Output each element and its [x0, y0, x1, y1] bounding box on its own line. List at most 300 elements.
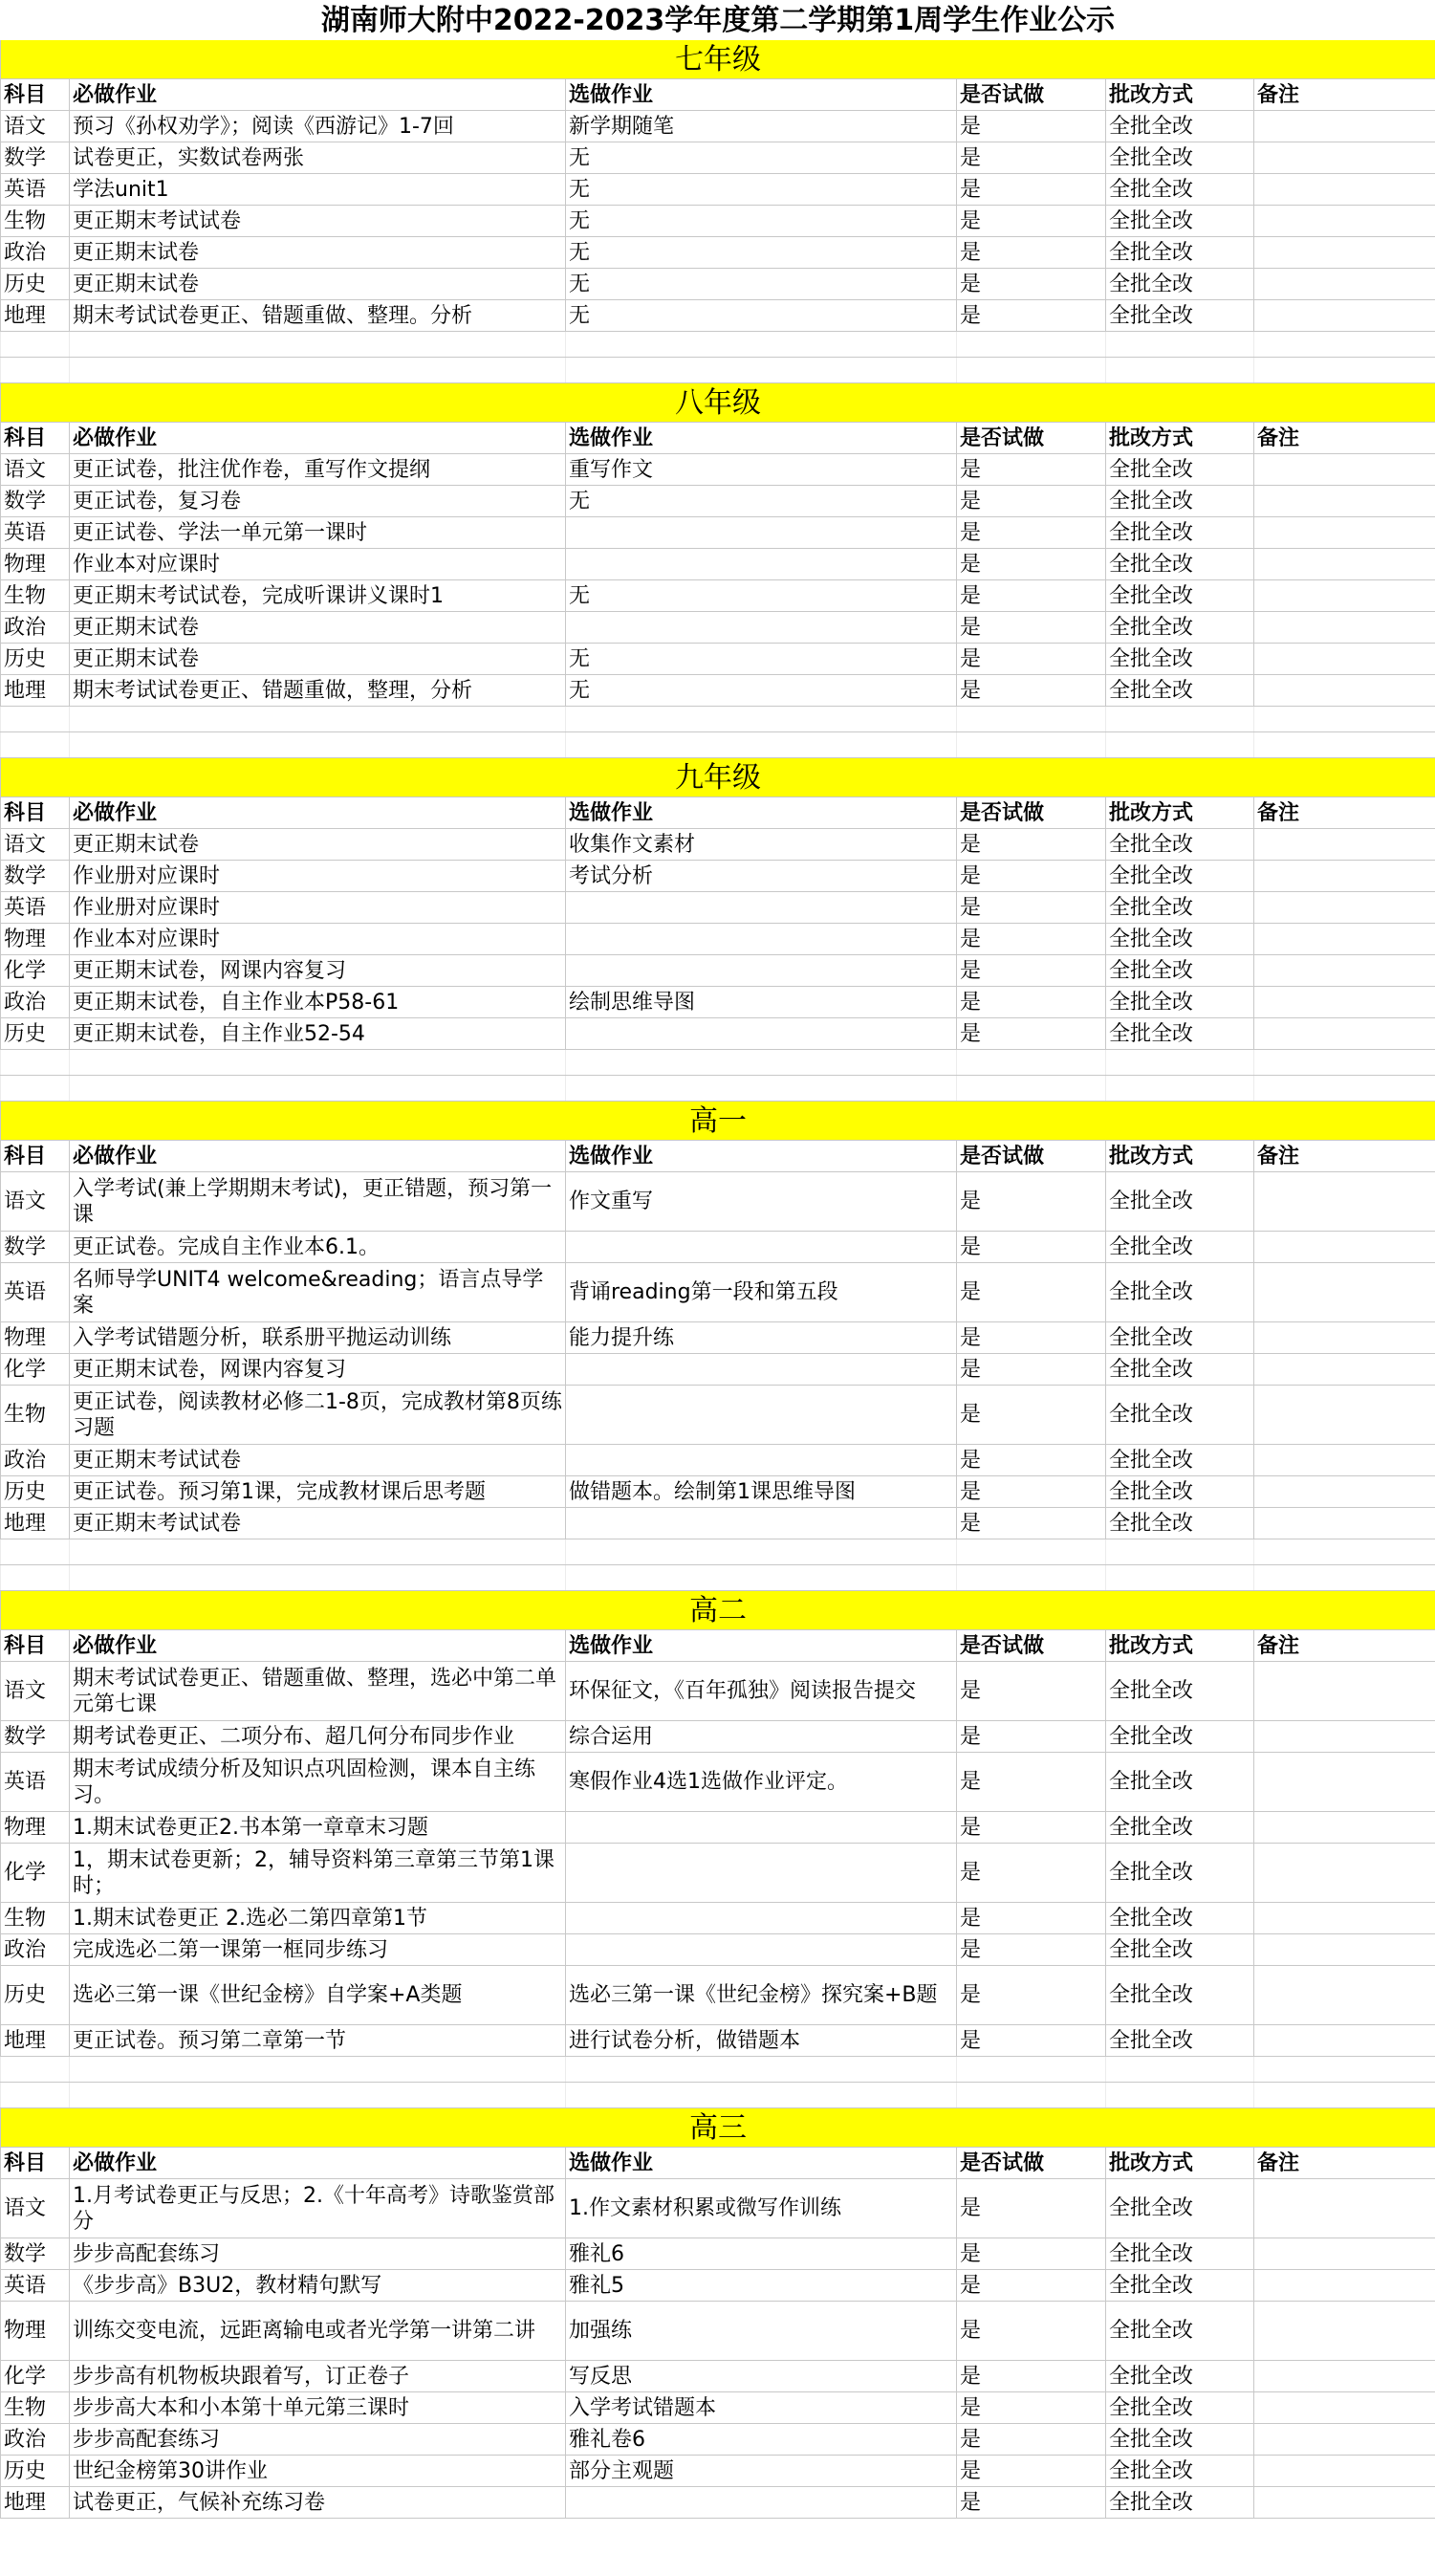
spacer-cell	[566, 1539, 957, 1565]
required-homework-cell: 名师导学UNIT4 welcome&reading；语言点导学案	[70, 1263, 566, 1322]
table-row	[1, 1263, 1435, 1322]
spacer-cell	[70, 1539, 566, 1565]
table-body	[1, 1, 1435, 2519]
optional-homework-cell	[566, 1812, 957, 1844]
grading-method-cell: 全批全改	[1106, 2456, 1254, 2487]
optional-homework-cell: 寒假作业4选1选做作业评定。	[566, 1753, 957, 1812]
subject-cell: 数学	[1, 1232, 70, 1263]
header-trial: 是否试做	[957, 1141, 1106, 1172]
subject-cell: 政治	[1, 612, 70, 644]
trial-cell: 是	[957, 892, 1106, 924]
note-cell	[1254, 174, 1435, 206]
table-row	[1, 1721, 1435, 1753]
trial-cell: 是	[957, 644, 1106, 675]
table-row	[1, 269, 1435, 300]
required-homework-cell: 预习《孙权劝学》；阅读《西游记》1-7回	[70, 111, 566, 142]
note-cell	[1254, 2392, 1435, 2424]
grading-method-cell: 全批全改	[1106, 111, 1254, 142]
header-method: 批改方式	[1106, 423, 1254, 454]
subject-cell: 化学	[1, 1354, 70, 1386]
note-cell	[1254, 517, 1435, 549]
optional-homework-cell: 选必三第一课《世纪金榜》探究案+B题	[566, 1966, 957, 2025]
optional-homework-cell	[566, 612, 957, 644]
note-cell	[1254, 111, 1435, 142]
grading-method-cell: 全批全改	[1106, 1354, 1254, 1386]
subject-cell: 语文	[1, 111, 70, 142]
note-cell	[1254, 1721, 1435, 1753]
table-row	[1, 861, 1435, 892]
optional-homework-cell: 能力提升练	[566, 1322, 957, 1354]
required-homework-cell: 试卷更正，实数试卷两张	[70, 142, 566, 174]
spacer-cell	[1106, 1050, 1254, 1076]
spacer-row	[1, 1050, 1435, 1076]
grading-method-cell: 全批全改	[1106, 1322, 1254, 1354]
table-row	[1, 1232, 1435, 1263]
table-row	[1, 1445, 1435, 1476]
table-row	[1, 2424, 1435, 2456]
spacer-cell	[957, 2057, 1106, 2083]
trial-cell: 是	[957, 2392, 1106, 2424]
header-note: 备注	[1254, 797, 1435, 829]
grading-method-cell: 全批全改	[1106, 517, 1254, 549]
trial-cell: 是	[957, 924, 1106, 955]
table-row	[1, 2392, 1435, 2424]
note-cell	[1254, 580, 1435, 612]
spacer-row	[1, 1539, 1435, 1565]
table-row	[1, 2238, 1435, 2270]
spacer-cell	[70, 332, 566, 358]
subject-cell: 政治	[1, 1934, 70, 1966]
note-cell	[1254, 1844, 1435, 1903]
spacer-cell	[1254, 1539, 1435, 1565]
table-row	[1, 517, 1435, 549]
spacer-cell	[70, 1076, 566, 1102]
table-row	[1, 1322, 1435, 1354]
grading-method-cell: 全批全改	[1106, 269, 1254, 300]
subject-cell: 历史	[1, 1966, 70, 2025]
trial-cell: 是	[957, 2456, 1106, 2487]
header-method: 批改方式	[1106, 1141, 1254, 1172]
required-homework-cell: 更正期末考试试卷	[70, 1445, 566, 1476]
subject-cell: 物理	[1, 1322, 70, 1354]
note-cell	[1254, 1753, 1435, 1812]
spacer-cell	[566, 2057, 957, 2083]
header-optional: 选做作业	[566, 423, 957, 454]
note-cell	[1254, 955, 1435, 987]
grade-heading: 七年级	[1, 40, 1435, 79]
header-required: 必做作业	[70, 2148, 566, 2179]
subject-cell: 历史	[1, 269, 70, 300]
required-homework-cell: 作业本对应课时	[70, 549, 566, 580]
spacer-cell	[1254, 332, 1435, 358]
header-note: 备注	[1254, 1630, 1435, 1662]
table-row	[1, 675, 1435, 707]
note-cell	[1254, 1476, 1435, 1508]
subject-cell: 语文	[1, 454, 70, 486]
column-header-row	[1, 423, 1435, 454]
optional-homework-cell: 背诵reading第一段和第五段	[566, 1263, 957, 1322]
required-homework-cell: 《步步高》B3U2，教材精句默写	[70, 2270, 566, 2302]
trial-cell: 是	[957, 1721, 1106, 1753]
optional-homework-cell: 无	[566, 486, 957, 517]
subject-cell: 化学	[1, 955, 70, 987]
spacer-cell	[1254, 2083, 1435, 2108]
note-cell	[1254, 486, 1435, 517]
table-row	[1, 612, 1435, 644]
table-row	[1, 1476, 1435, 1508]
grading-method-cell: 全批全改	[1106, 612, 1254, 644]
spacer-cell	[957, 1076, 1106, 1102]
optional-homework-cell	[566, 1934, 957, 1966]
trial-cell: 是	[957, 955, 1106, 987]
note-cell	[1254, 549, 1435, 580]
required-homework-cell: 期末考试试卷更正、错题重做，整理，分析	[70, 675, 566, 707]
table-row	[1, 1934, 1435, 1966]
grading-method-cell: 全批全改	[1106, 2424, 1254, 2456]
table-row	[1, 829, 1435, 861]
trial-cell: 是	[957, 1322, 1106, 1354]
note-cell	[1254, 1508, 1435, 1539]
spacer-cell	[957, 332, 1106, 358]
spacer-cell	[957, 358, 1106, 383]
spacer-cell	[70, 707, 566, 732]
note-cell	[1254, 1172, 1435, 1232]
trial-cell: 是	[957, 1476, 1106, 1508]
header-trial: 是否试做	[957, 79, 1106, 111]
optional-homework-cell: 做错题本。绘制第1课思维导图	[566, 1476, 957, 1508]
grading-method-cell: 全批全改	[1106, 1018, 1254, 1050]
grading-method-cell: 全批全改	[1106, 1812, 1254, 1844]
grading-method-cell: 全批全改	[1106, 1903, 1254, 1934]
trial-cell: 是	[957, 1263, 1106, 1322]
table-row	[1, 580, 1435, 612]
spacer-cell	[1, 2083, 70, 2108]
table-row	[1, 142, 1435, 174]
subject-cell: 地理	[1, 1508, 70, 1539]
table-row	[1, 454, 1435, 486]
spacer-cell	[1, 332, 70, 358]
grade-heading-row	[1, 1591, 1435, 1630]
grading-method-cell: 全批全改	[1106, 454, 1254, 486]
spacer-cell	[1, 1539, 70, 1565]
required-homework-cell: 更正期末试卷	[70, 644, 566, 675]
spacer-cell	[566, 707, 957, 732]
required-homework-cell: 作业册对应课时	[70, 892, 566, 924]
note-cell	[1254, 1445, 1435, 1476]
note-cell	[1254, 2302, 1435, 2361]
table-row	[1, 1172, 1435, 1232]
trial-cell: 是	[957, 580, 1106, 612]
subject-cell: 物理	[1, 549, 70, 580]
header-subject: 科目	[1, 797, 70, 829]
subject-cell: 数学	[1, 142, 70, 174]
column-header-row	[1, 1141, 1435, 1172]
subject-cell: 英语	[1, 892, 70, 924]
subject-cell: 语文	[1, 1662, 70, 1721]
subject-cell: 物理	[1, 924, 70, 955]
required-homework-cell: 步步高大本和小本第十单元第三课时	[70, 2392, 566, 2424]
grading-method-cell: 全批全改	[1106, 1386, 1254, 1445]
spacer-cell	[1, 358, 70, 383]
trial-cell: 是	[957, 2302, 1106, 2361]
note-cell	[1254, 829, 1435, 861]
header-optional: 选做作业	[566, 1141, 957, 1172]
table-row	[1, 2361, 1435, 2392]
header-trial: 是否试做	[957, 2148, 1106, 2179]
optional-homework-cell	[566, 924, 957, 955]
grading-method-cell: 全批全改	[1106, 1753, 1254, 1812]
trial-cell: 是	[957, 454, 1106, 486]
grading-method-cell: 全批全改	[1106, 206, 1254, 237]
required-homework-cell: 更正试卷。完成自主作业本6.1。	[70, 1232, 566, 1263]
trial-cell: 是	[957, 1445, 1106, 1476]
trial-cell: 是	[957, 2025, 1106, 2057]
required-homework-cell: 选必三第一课《世纪金榜》自学案+A类题	[70, 1966, 566, 2025]
trial-cell: 是	[957, 675, 1106, 707]
note-cell	[1254, 675, 1435, 707]
grading-method-cell: 全批全改	[1106, 1966, 1254, 2025]
header-note: 备注	[1254, 2148, 1435, 2179]
grading-method-cell: 全批全改	[1106, 1844, 1254, 1903]
spacer-cell	[1254, 732, 1435, 758]
grading-method-cell: 全批全改	[1106, 675, 1254, 707]
optional-homework-cell: 1.作文素材积累或微写作训练	[566, 2179, 957, 2238]
optional-homework-cell	[566, 2487, 957, 2519]
required-homework-cell: 1.期末试卷更正2.书本第一章章末习题	[70, 1812, 566, 1844]
grading-method-cell: 全批全改	[1106, 237, 1254, 269]
note-cell	[1254, 1966, 1435, 2025]
required-homework-cell: 1.期末试卷更正 2.选必二第四章第1节	[70, 1903, 566, 1934]
required-homework-cell: 更正期末考试试卷，完成听课讲义课时1	[70, 580, 566, 612]
table-row	[1, 1812, 1435, 1844]
table-row	[1, 2456, 1435, 2487]
optional-homework-cell: 绘制思维导图	[566, 987, 957, 1018]
note-cell	[1254, 1018, 1435, 1050]
header-trial: 是否试做	[957, 423, 1106, 454]
required-homework-cell: 更正期末考试试卷	[70, 1508, 566, 1539]
subject-cell: 语文	[1, 829, 70, 861]
note-cell	[1254, 1386, 1435, 1445]
note-cell	[1254, 1232, 1435, 1263]
table-row	[1, 1903, 1435, 1934]
optional-homework-cell: 进行试卷分析，做错题本	[566, 2025, 957, 2057]
grading-method-cell: 全批全改	[1106, 829, 1254, 861]
note-cell	[1254, 1812, 1435, 1844]
header-optional: 选做作业	[566, 79, 957, 111]
trial-cell: 是	[957, 1386, 1106, 1445]
header-required: 必做作业	[70, 79, 566, 111]
spacer-cell	[1254, 1050, 1435, 1076]
spacer-cell	[1, 1565, 70, 1591]
grading-method-cell: 全批全改	[1106, 2361, 1254, 2392]
note-cell	[1254, 2487, 1435, 2519]
required-homework-cell: 更正试卷、学法一单元第一课时	[70, 517, 566, 549]
note-cell	[1254, 206, 1435, 237]
table-row	[1, 1662, 1435, 1721]
subject-cell: 历史	[1, 1018, 70, 1050]
table-row	[1, 1753, 1435, 1812]
spacer-cell	[957, 1050, 1106, 1076]
header-note: 备注	[1254, 1141, 1435, 1172]
spacer-cell	[70, 1565, 566, 1591]
optional-homework-cell: 入学考试错题本	[566, 2392, 957, 2424]
note-cell	[1254, 861, 1435, 892]
spacer-cell	[957, 2083, 1106, 2108]
table-row	[1, 1354, 1435, 1386]
trial-cell: 是	[957, 549, 1106, 580]
required-homework-cell: 期末考试成绩分析及知识点巩固检测，课本自主练习。	[70, 1753, 566, 1812]
note-cell	[1254, 1934, 1435, 1966]
required-homework-cell: 更正期末试卷	[70, 269, 566, 300]
header-subject: 科目	[1, 1630, 70, 1662]
subject-cell: 英语	[1, 1753, 70, 1812]
grading-method-cell: 全批全改	[1106, 2025, 1254, 2057]
spacer-row	[1, 332, 1435, 358]
subject-cell: 数学	[1, 861, 70, 892]
subject-cell: 生物	[1, 1903, 70, 1934]
spacer-row	[1, 707, 1435, 732]
required-homework-cell: 更正试卷，批注优作卷，重写作文提纲	[70, 454, 566, 486]
spacer-cell	[566, 2083, 957, 2108]
spacer-cell	[1, 1076, 70, 1102]
grading-method-cell: 全批全改	[1106, 2487, 1254, 2519]
grading-method-cell: 全批全改	[1106, 174, 1254, 206]
required-homework-cell: 入学考试错题分析，联系册平抛运动训练	[70, 1322, 566, 1354]
spacer-cell	[1106, 1076, 1254, 1102]
grading-method-cell: 全批全改	[1106, 1721, 1254, 1753]
trial-cell: 是	[957, 517, 1106, 549]
grading-method-cell: 全批全改	[1106, 2238, 1254, 2270]
table-row	[1, 1386, 1435, 1445]
optional-homework-cell	[566, 892, 957, 924]
subject-cell: 语文	[1, 1172, 70, 1232]
grading-method-cell: 全批全改	[1106, 549, 1254, 580]
subject-cell: 政治	[1, 1445, 70, 1476]
optional-homework-cell	[566, 955, 957, 987]
subject-cell: 物理	[1, 1812, 70, 1844]
grade-heading-row	[1, 383, 1435, 423]
header-optional: 选做作业	[566, 1630, 957, 1662]
trial-cell: 是	[957, 237, 1106, 269]
table-row	[1, 1508, 1435, 1539]
trial-cell: 是	[957, 2487, 1106, 2519]
subject-cell: 英语	[1, 2270, 70, 2302]
grading-method-cell: 全批全改	[1106, 300, 1254, 332]
table-row	[1, 2025, 1435, 2057]
required-homework-cell: 作业册对应课时	[70, 861, 566, 892]
optional-homework-cell: 无	[566, 269, 957, 300]
trial-cell: 是	[957, 2424, 1106, 2456]
grading-method-cell: 全批全改	[1106, 955, 1254, 987]
note-cell	[1254, 1662, 1435, 1721]
optional-homework-cell: 雅礼卷6	[566, 2424, 957, 2456]
optional-homework-cell: 环保征文，《百年孤独》阅读报告提交	[566, 1662, 957, 1721]
spacer-cell	[1, 732, 70, 758]
subject-cell: 地理	[1, 2487, 70, 2519]
spacer-cell	[957, 732, 1106, 758]
header-method: 批改方式	[1106, 1630, 1254, 1662]
optional-homework-cell: 无	[566, 675, 957, 707]
grading-method-cell: 全批全改	[1106, 1445, 1254, 1476]
trial-cell: 是	[957, 829, 1106, 861]
subject-cell: 物理	[1, 2302, 70, 2361]
trial-cell: 是	[957, 1903, 1106, 1934]
column-header-row	[1, 797, 1435, 829]
trial-cell: 是	[957, 1753, 1106, 1812]
note-cell	[1254, 454, 1435, 486]
trial-cell: 是	[957, 206, 1106, 237]
optional-homework-cell	[566, 1386, 957, 1445]
subject-cell: 化学	[1, 1844, 70, 1903]
grading-method-cell: 全批全改	[1106, 1172, 1254, 1232]
subject-cell: 语文	[1, 2179, 70, 2238]
optional-homework-cell	[566, 1844, 957, 1903]
optional-homework-cell: 雅礼5	[566, 2270, 957, 2302]
trial-cell: 是	[957, 1966, 1106, 2025]
spacer-cell	[1254, 358, 1435, 383]
note-cell	[1254, 2424, 1435, 2456]
table-row	[1, 1018, 1435, 1050]
optional-homework-cell: 加强练	[566, 2302, 957, 2361]
subject-cell: 历史	[1, 1476, 70, 1508]
spacer-cell	[70, 732, 566, 758]
table-row	[1, 1966, 1435, 2025]
note-cell	[1254, 987, 1435, 1018]
required-homework-cell: 更正试卷。预习第二章第一节	[70, 2025, 566, 2057]
trial-cell: 是	[957, 1508, 1106, 1539]
note-cell	[1254, 2179, 1435, 2238]
grading-method-cell: 全批全改	[1106, 1263, 1254, 1322]
spacer-cell	[1254, 1565, 1435, 1591]
trial-cell: 是	[957, 2361, 1106, 2392]
header-note: 备注	[1254, 423, 1435, 454]
optional-homework-cell: 作文重写	[566, 1172, 957, 1232]
note-cell	[1254, 269, 1435, 300]
required-homework-cell: 更正期末试卷	[70, 829, 566, 861]
grading-method-cell: 全批全改	[1106, 892, 1254, 924]
grading-method-cell: 全批全改	[1106, 2179, 1254, 2238]
subject-cell: 地理	[1, 300, 70, 332]
required-homework-cell: 1，期末试卷更新；2，辅导资料第三章第三节第1课时；	[70, 1844, 566, 1903]
note-cell	[1254, 300, 1435, 332]
optional-homework-cell: 重写作文	[566, 454, 957, 486]
spacer-cell	[1254, 2057, 1435, 2083]
trial-cell: 是	[957, 486, 1106, 517]
header-required: 必做作业	[70, 1141, 566, 1172]
subject-cell: 英语	[1, 517, 70, 549]
note-cell	[1254, 237, 1435, 269]
grading-method-cell: 全批全改	[1106, 861, 1254, 892]
column-header-row	[1, 79, 1435, 111]
header-required: 必做作业	[70, 1630, 566, 1662]
table-row	[1, 987, 1435, 1018]
required-homework-cell: 期考试卷更正、二项分布、超几何分布同步作业	[70, 1721, 566, 1753]
trial-cell: 是	[957, 1934, 1106, 1966]
subject-cell: 地理	[1, 2025, 70, 2057]
note-cell	[1254, 644, 1435, 675]
header-required: 必做作业	[70, 423, 566, 454]
subject-cell: 数学	[1, 1721, 70, 1753]
spacer-row	[1, 1565, 1435, 1591]
grading-method-cell: 全批全改	[1106, 1508, 1254, 1539]
optional-homework-cell: 雅礼6	[566, 2238, 957, 2270]
spacer-cell	[70, 358, 566, 383]
grading-method-cell: 全批全改	[1106, 644, 1254, 675]
spacer-cell	[70, 2057, 566, 2083]
optional-homework-cell: 无	[566, 300, 957, 332]
spacer-cell	[1106, 732, 1254, 758]
note-cell	[1254, 2238, 1435, 2270]
